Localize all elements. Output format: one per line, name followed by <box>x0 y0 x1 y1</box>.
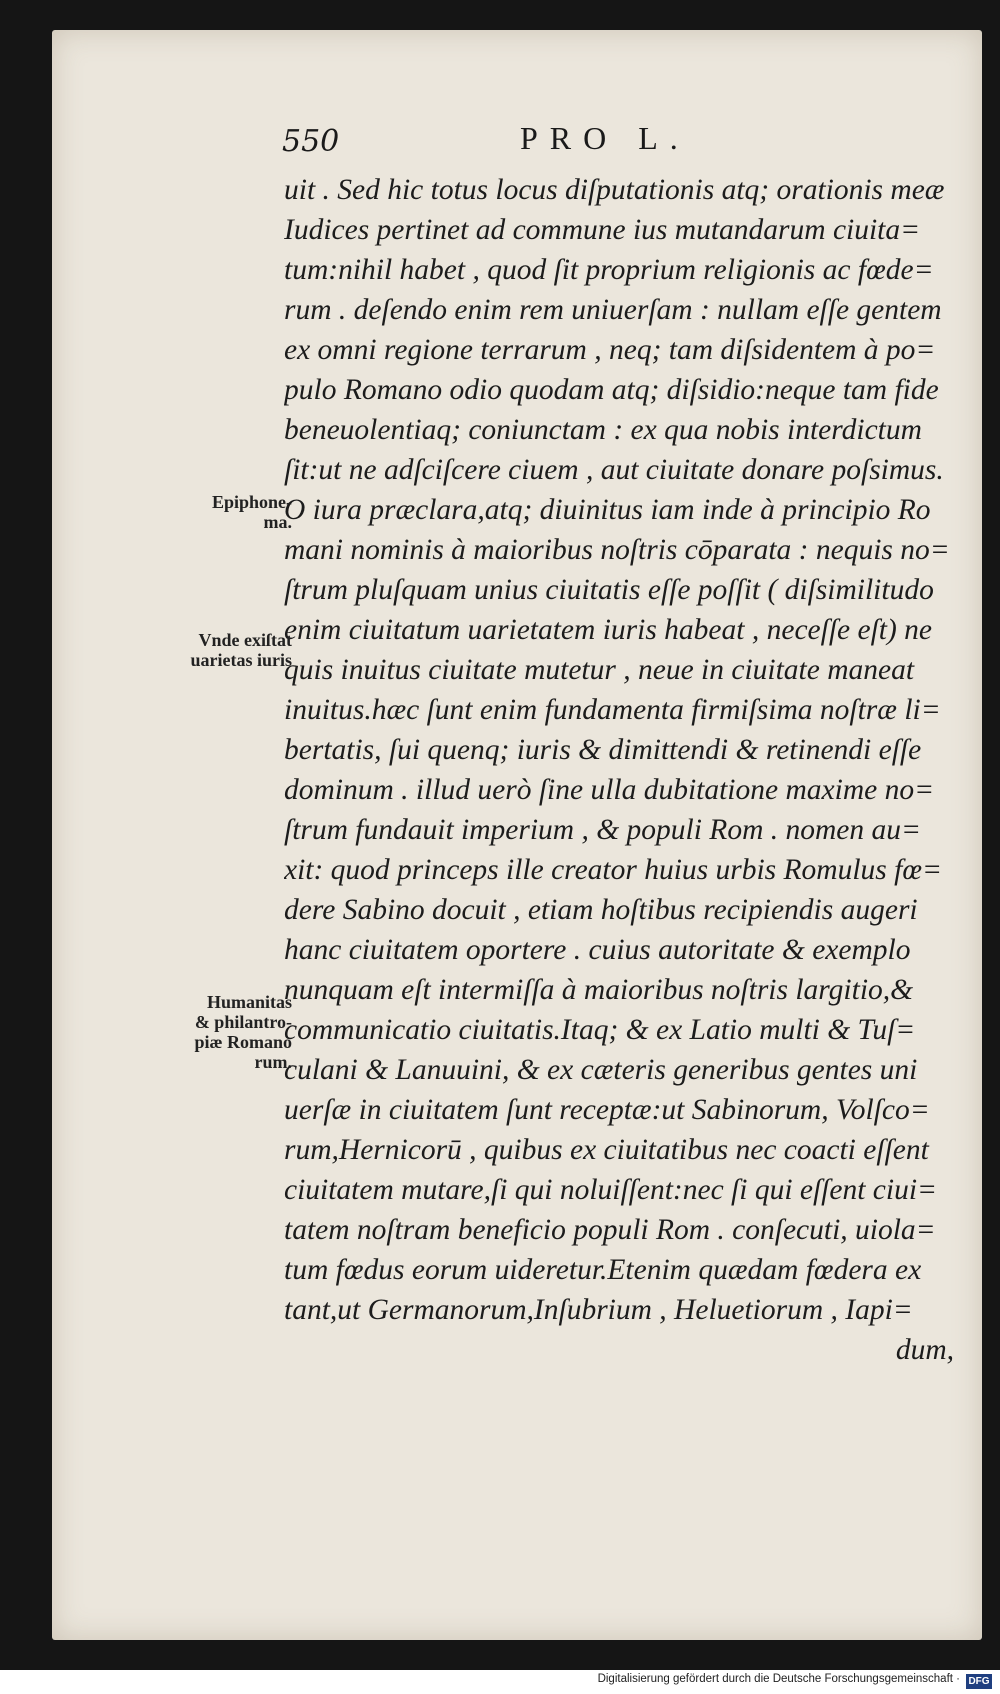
text-line: tatem noſtram beneficio populi Rom . conſecuti, uiola= <box>284 1214 936 1246</box>
text-line: uit . Sed hic totus locus diſputationis atq; orationis meæ <box>284 174 945 206</box>
marginal-note-line: piæ Romano <box>194 1032 292 1052</box>
text-line: quis inuitus ciuitate mutetur , neue in ciuitate maneat <box>284 654 915 686</box>
text-line: tum fœdus eorum uideretur.Etenim quædam fœdera ex <box>284 1254 922 1286</box>
text-line: beneuolentiaq; coniunctam : ex qua nobis interdictum <box>284 414 922 446</box>
text-line: uerſæ in ciuitatem ſunt receptæ:ut Sabinorum, Volſco= <box>284 1094 930 1126</box>
text-line: rum,Hernicorū , quibus ex ciuitatibus nec coacti eſſent <box>284 1134 929 1166</box>
marginal-note-humanitas <box>142 992 292 1072</box>
text-line: hanc ciuitatem oportere . cuius autoritate & exemplo <box>284 934 911 966</box>
text-line: ex omni regione terrarum , neq; tam diſsidentem à po= <box>284 334 936 366</box>
dfg-logo-icon: DFG <box>966 1674 992 1689</box>
text-line: Iudices pertinet ad commune ius mutandarum ciuita= <box>284 214 921 246</box>
text-line: nunquam eſt intermiſſa à maioribus noſtris largitio,& <box>284 974 914 1006</box>
text-line: dominum . illud uerò ſine ulla dubitatione maxime no= <box>284 774 934 806</box>
text-line: mani nominis à maioribus noſtris cōparata : nequis no= <box>284 534 950 566</box>
text-line: pulo Romano odio quodam atq; diſsidio:neque tam fide <box>284 374 939 406</box>
text-line: ſtrum fundauit imperium , & populi Rom . nomen au= <box>284 814 921 846</box>
text-line: inuitus.hæc ſunt enim fundamenta firmiſsima noſtræ li= <box>284 694 941 726</box>
text-line: O iura præclara,atq; diuinitus iam inde à principio Ro <box>284 494 931 526</box>
text-line: bertatis, ſui quenq; iuris & dimittendi & retinendi eſſe <box>284 734 922 766</box>
marginal-note-epiphonema <box>142 492 292 532</box>
page-number: 550 <box>282 124 340 159</box>
text-line: dere Sabino docuit , etiam hoſtibus recipiendis augeri <box>284 894 918 926</box>
text-line: enim ciuitatum uarietatem iuris habeat , neceſſe eſt) ne <box>284 614 933 646</box>
text-line: ſtrum pluſquam unius ciuitatis eſſe poſſit ( diſsimilitudo <box>284 574 934 606</box>
text-line: ſit:ut ne adſciſcere ciuem , aut ciuitate donare poſsimus. <box>284 454 944 486</box>
text-line: culani & Lanuuini, & ex cæteris generibus gentes uni <box>284 1054 918 1086</box>
funding-credit: Digitalisierung gefördert durch die Deutsche Forschungsgemeinschaft · <box>597 1673 960 1685</box>
marginal-note-line: & philantro- <box>194 1012 292 1032</box>
marginal-note-line: ma. <box>263 512 292 532</box>
body-text <box>284 170 954 1370</box>
text-line: xit: quod princeps ille creator huius urbis Romulus fœ= <box>284 854 942 886</box>
running-head: PRO L. <box>520 120 690 156</box>
text-line: communicatio ciuitatis.Itaq; & ex Latio multi & Tuſ= <box>284 1014 916 1046</box>
marginal-note-line: Humanitas <box>206 992 292 1012</box>
text-line: rum . deſendo enim rem uniuerſam : nullam eſſe gentem <box>284 294 942 326</box>
digitization-footer <box>0 1670 1000 1694</box>
marginal-note-vnde <box>142 630 292 670</box>
marginal-note-line: Epiphone- <box>211 492 292 512</box>
text-line: ciuitatem mutare,ſi qui noluiſſent:nec ſi qui eſſent ciui= <box>284 1174 937 1206</box>
marginal-note-line: uarietas iuris <box>190 650 292 670</box>
text-line: tant,ut Germanorum,Inſubrium , Heluetiorum , Iapi= <box>284 1294 913 1326</box>
page-header <box>0 120 1000 164</box>
text-line: tum:nihil habet , quod ſit proprium religionis ac fœde= <box>284 254 934 286</box>
marginal-note-line: Vnde exiſtat <box>198 630 292 650</box>
marginal-note-line: rum. <box>254 1052 292 1072</box>
text-line: dum, <box>895 1334 954 1366</box>
